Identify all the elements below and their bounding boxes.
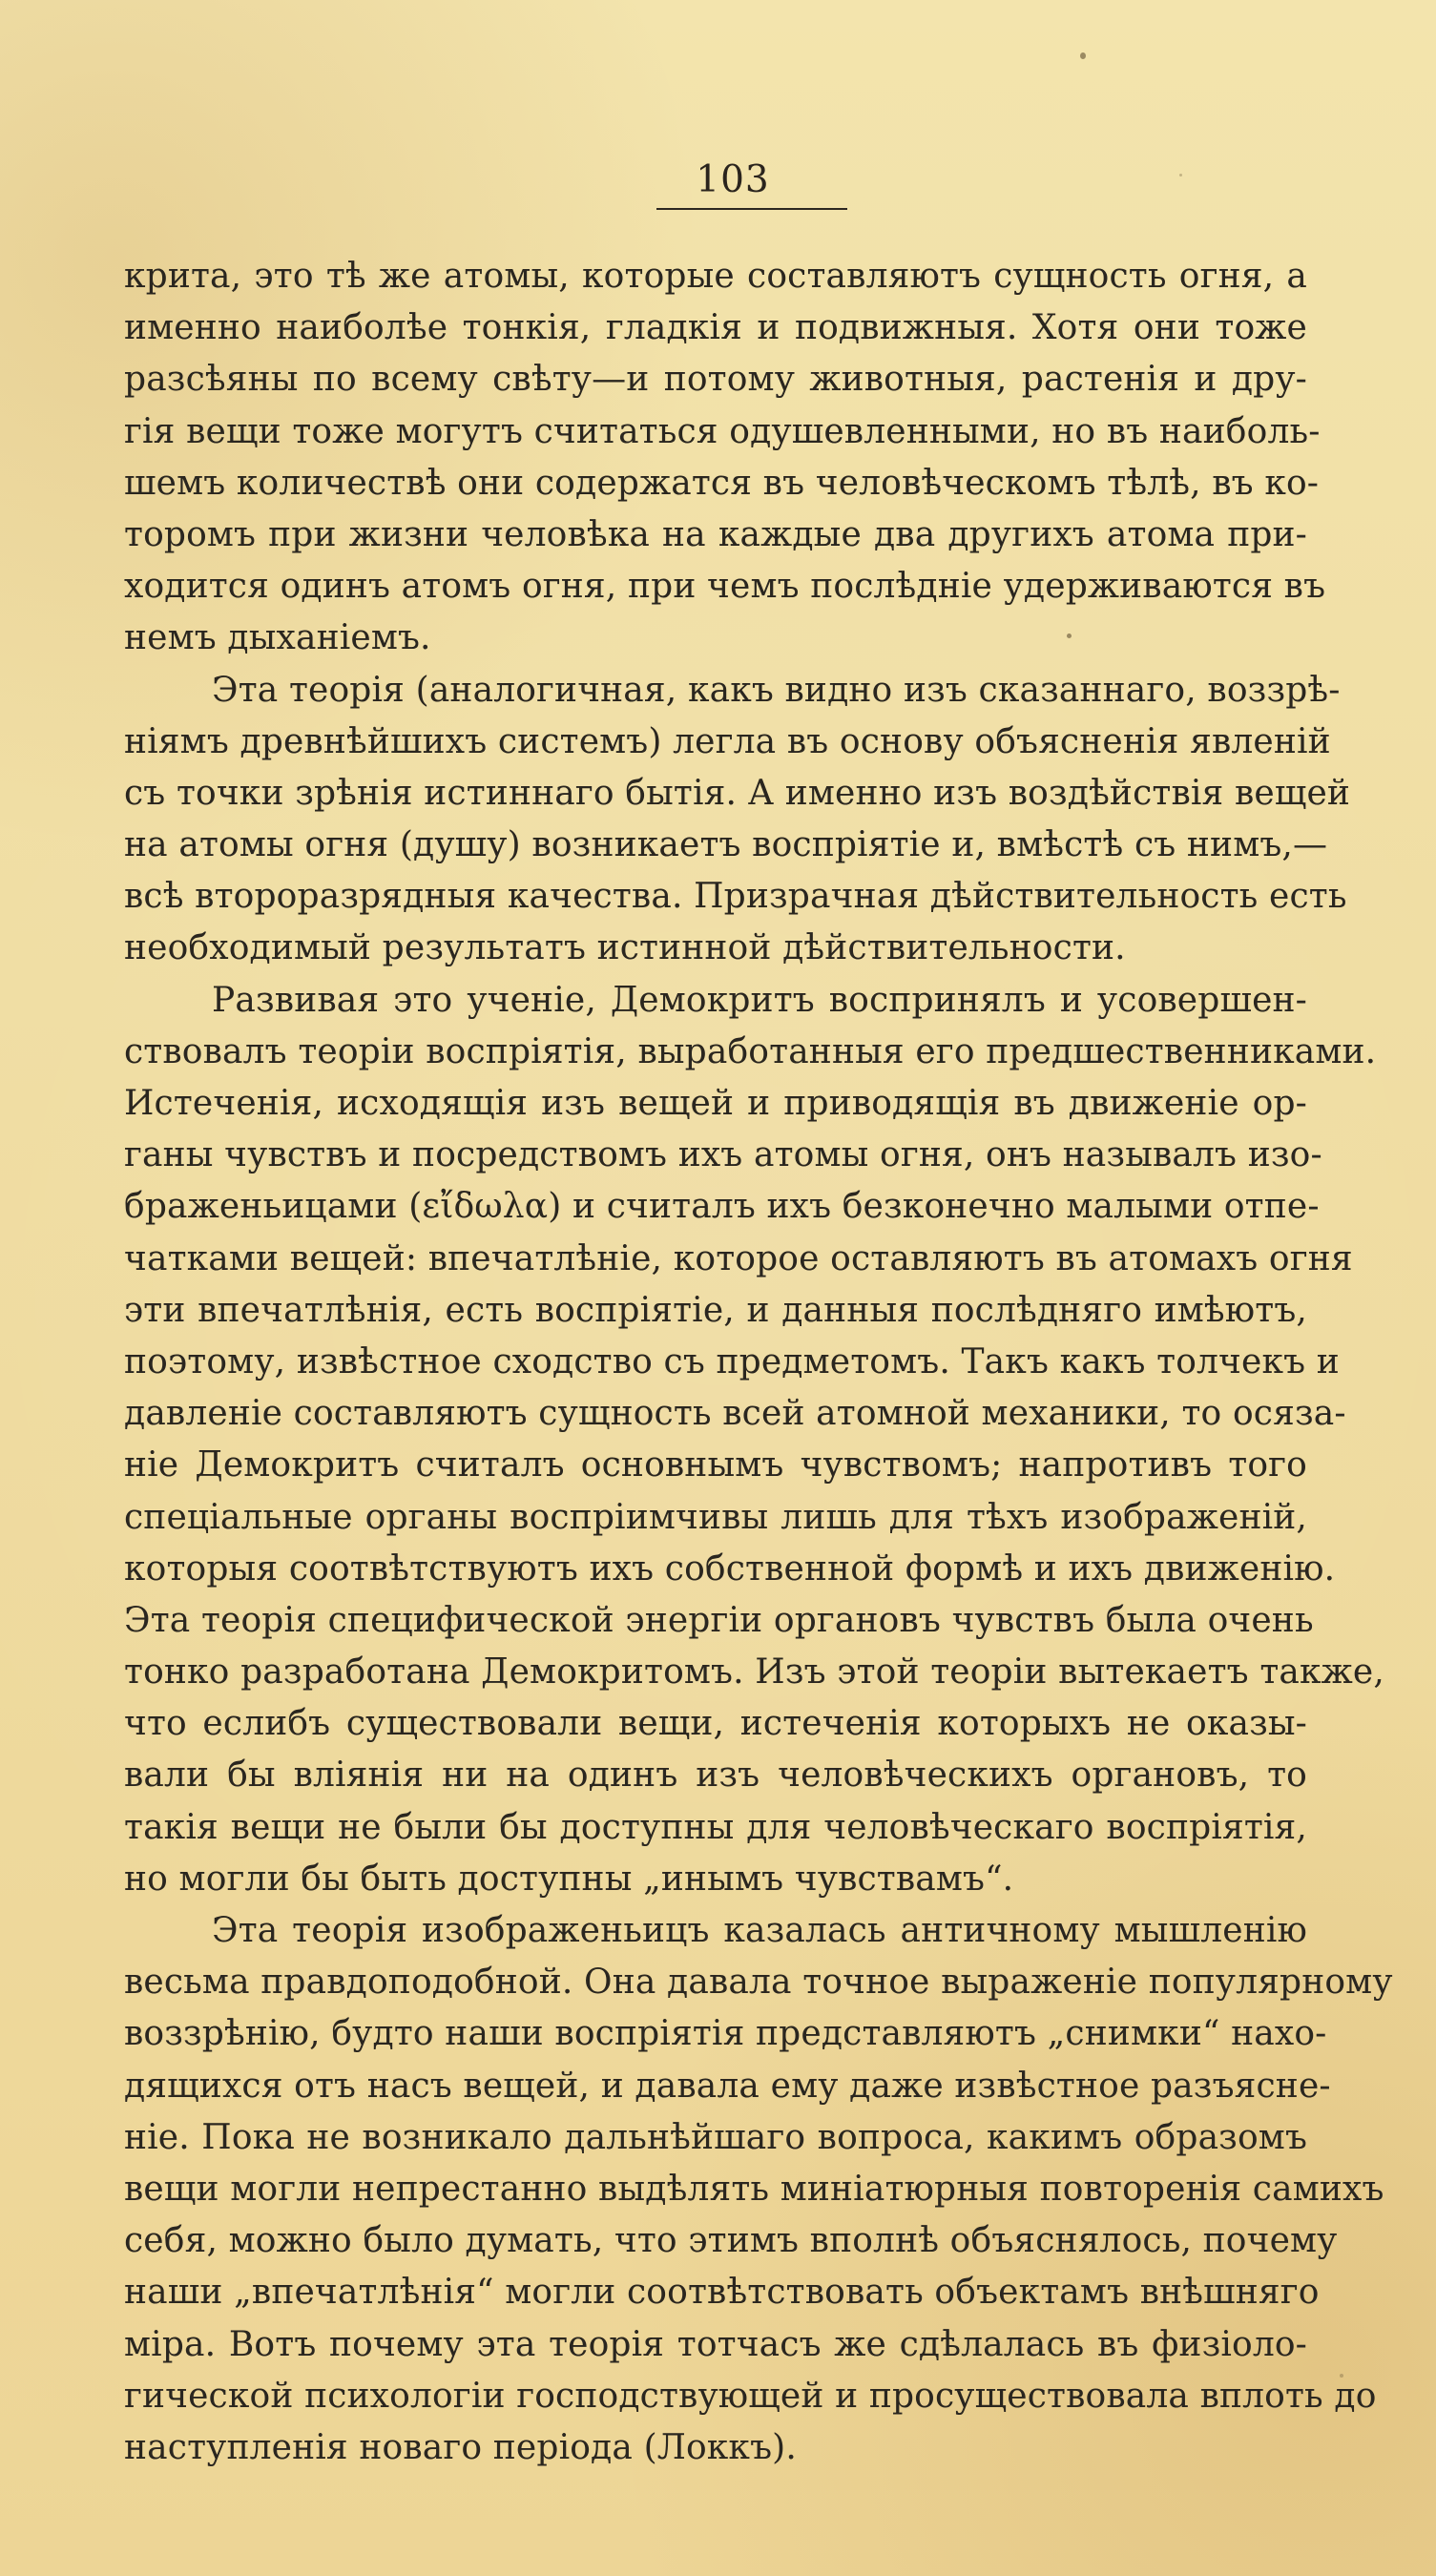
text-line: воззрѣнію, будто наши воспріятія представляютъ „снимки“ нахо- [124,2014,1327,2054]
text-line: себя, можно было думать, что этимъ вполнѣ объяснялось, почему [124,2221,1338,2261]
text-line: Истеченія, исходящія изъ вещей и приводящія въ движеніе ор- [124,1084,1307,1123]
text-line: чатками вещей: впечатлѣніе, которое оставляютъ въ атомахъ огня [124,1238,1353,1278]
text-line: ходится одинъ атомъ огня, при чемъ послѣдніе удерживаются въ [124,567,1326,607]
text-line: ствовалъ теоріи воспріятія, выработанныя его предшественниками. [124,1031,1377,1071]
text-line: браженьицами (εἴδωλα) и считалъ ихъ безконечно малыми отпе- [124,1187,1320,1227]
text-line: необходимый результатъ истинной дѣйствительности. [124,928,1126,968]
paragraph-1 [124,251,1326,665]
text-line: всѣ второразрядныя качества. Призрачная дѣйствительность есть [124,877,1347,917]
text-line: вали бы вліянія ни на одинъ изъ человѣческихъ органовъ, то [124,1755,1307,1796]
text-line: которыя соотвѣтствуютъ ихъ собственной формѣ и ихъ движенію. [124,1548,1336,1589]
text-line: вещи могли непрестанно выдѣлять миніатюрныя повторенія самихъ [124,2169,1384,2209]
page-number: 103 [696,158,770,201]
text-line: Эта теорія (аналогичная, какъ видно изъ сказаннаго, воззрѣ- [212,670,1341,710]
text-line: что еслибъ существовали вещи, истеченія которыхъ не оказы- [124,1704,1307,1744]
text-line: дящихся отъ насъ вещей, и давала ему даже извѣстное разъясне- [124,2066,1331,2106]
text-line: поэтому, извѣстное сходство съ предметомъ. Такъ какъ толчекъ и [124,1341,1340,1381]
text-line: Развивая это ученіе, Демокритъ воспринялъ и усовершен- [212,980,1307,1020]
text-line: разсѣяны по всему свѣту—и потому животныя, растенія и дру- [124,360,1307,400]
text-line: шемъ количествѣ они содержатся въ человѣческомъ тѣлѣ, въ ко- [124,463,1320,503]
text-line: торомъ при жизни человѣка на каждые два другихъ атома при- [124,514,1307,554]
text-line: Эта теорія специфической энергіи органовъ чувствъ была очень [124,1600,1314,1640]
text-line: ніе. Пока не возникало дальнѣйшаго вопроса, какимъ образомъ [124,2117,1307,2157]
paragraph-2 [124,665,1351,975]
text-line: эти впечатлѣнія, есть воспріятіе, и данныя послѣдняго имѣютъ, [124,1290,1307,1330]
text-line: на атомы огня (душу) возникаетъ воспріятіе и, вмѣстѣ съ нимъ,— [124,825,1328,865]
text-line: ганы чувствъ и посредствомъ ихъ атомы огня, онъ называлъ изо- [124,1135,1322,1175]
text-line: гической психологіи господствующей и просуществовала вплоть до [124,2376,1377,2416]
paragraph-3 [124,975,1384,1905]
paragraph-4 [124,1905,1393,2474]
text-line: тонко разработана Демокритомъ. Изъ этой теоріи вытекаетъ также, [124,1652,1384,1693]
text-line: такія вещи не были бы доступны для человѣческаго воспріятія, [124,1807,1307,1847]
text-line: немъ дыханіемъ. [124,618,431,658]
text-line: гія вещи тоже могутъ считаться одушевленными, но въ наиболь- [124,411,1321,451]
header-rule [656,208,847,210]
text-line: именно наиболѣе тонкія, гладкія и подвижныя. Хотя они тоже [124,308,1307,348]
text-line: наши „впечатлѣнія“ могли соотвѣтствовать объектамъ внѣшняго [124,2273,1320,2313]
text-line: крита, это тѣ же атомы, которые составляютъ сущность огня, а [124,257,1307,296]
text-line: ніе Демокритъ считалъ основнымъ чувствомъ; напротивъ того [124,1445,1307,1485]
text-line: Эта теорія изображеньицъ казалась античному мышленію [212,1911,1307,1950]
text-line: съ точки зрѣнія истиннаго бытія. А именно изъ воздѣйствія вещей [124,773,1351,813]
text-line: но могли бы быть доступны „инымъ чувствамъ“. [124,1859,1014,1899]
paper-speck [1080,52,1086,59]
text-line: ніямъ древнѣйшихъ системъ) легла въ основу объясненія явленій [124,721,1331,761]
text-line: наступленія новаго періода (Локкъ). [124,2427,797,2467]
text-line: давленіе составляютъ сущность всей атомной механики, то осяза- [124,1394,1346,1434]
paper-speck [1179,174,1182,177]
main-text [124,251,1393,2474]
text-line: весьма правдоподобной. Она давала точное выраженіе популярному [124,1963,1393,2003]
text-line: спеціальные органы воспріимчивы лишь для тѣхъ изображеній, [124,1497,1307,1537]
text-line: міра. Вотъ почему эта теорія тотчасъ же сдѣлалась въ физіоло- [124,2324,1307,2364]
